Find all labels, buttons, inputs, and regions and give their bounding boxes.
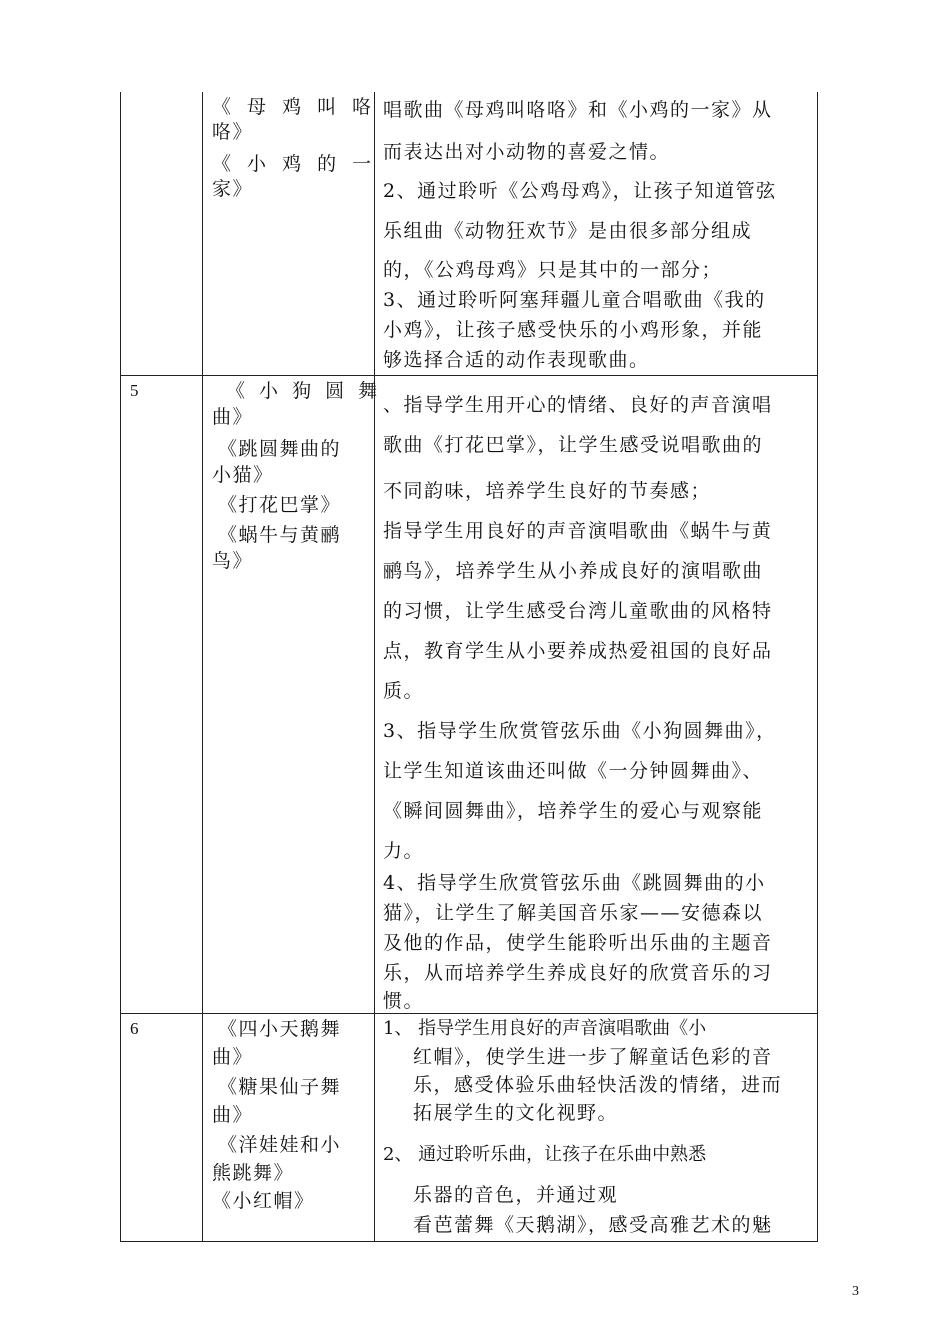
content-line: 2、通过聆听《公鸡母鸡》，让孩子知道管弦 (383, 180, 777, 202)
content-line: 够选择合适的动作表现歌曲。 (383, 349, 650, 371)
content-line: 让学生知道该曲还叫做《一分钟圆舞曲》、 (383, 760, 764, 782)
content-line: 惯。 (383, 990, 425, 1012)
song-title-line: 《蜗牛与黄鹂 (218, 524, 342, 546)
content-line: 乐，感受体验乐曲轻快活泼的情绪，进而 (413, 1074, 783, 1096)
content-line: 乐器的音色，并通过观 (413, 1184, 619, 1206)
content-line: 乐，从而培养学生养成良好的欣赏音乐的习 (383, 962, 773, 984)
song-title-line: 熊跳舞》 (212, 1162, 295, 1184)
song-title-line: 《四小天鹅舞 (218, 1018, 342, 1040)
page-number: 3 (852, 1284, 859, 1299)
content-line: 乐组曲《动物狂欢节》是由很多部分组成 (383, 220, 753, 242)
content-line: 的习惯，让学生感受台湾儿童歌曲的风格特 (383, 600, 773, 622)
song-title-line: 曲》 (212, 1104, 254, 1126)
song-title-line: 《 小 鸡 的 一 (212, 153, 377, 175)
row-number: 6 (130, 1019, 139, 1038)
song-title-line: 《小红帽》 (212, 1190, 315, 1212)
content-line: 而表达出对小动物的喜爱之情。 (383, 141, 671, 163)
song-title-line: 《跳圆舞曲的 (218, 438, 342, 460)
content-line: 2、 通过聆听乐曲，让孩子在乐曲中熟悉 (383, 1144, 707, 1165)
song-title-line: 家》 (212, 178, 254, 200)
content-line: 不同韵味，培养学生良好的节奏感； (383, 480, 712, 502)
content-line: 4、指导学生欣赏管弦乐曲《跳圆舞曲的小 (383, 872, 766, 894)
content-line: 3、指导学生欣赏管弦乐曲《小狗圆舞曲》， (383, 720, 777, 742)
content-line: 看芭蕾舞《天鹅湖》，感受高雅艺术的魅 (413, 1214, 773, 1236)
content-line: 《瞬间圆舞曲》，培养学生的爱心与观察能 (383, 800, 764, 822)
song-title-line: 《洋娃娃和小 (218, 1134, 342, 1156)
row-number: 5 (130, 381, 139, 400)
song-title-line: 曲》 (212, 1046, 254, 1068)
song-title-line: 咯》 (212, 121, 254, 143)
content-line: 及他的作品，使学生能聆听出乐曲的主题音 (383, 932, 773, 954)
song-title-line: 《糖果仙子舞 (218, 1076, 342, 1098)
song-title-line: 曲》 (212, 406, 254, 428)
content-line: 红帽》，使学生进一步了解童话色彩的音 (413, 1046, 773, 1068)
row-divider-2 (120, 1013, 818, 1014)
song-title-line: 鸟》 (212, 550, 254, 572)
content-line: 、指导学生用开心的情绪、良好的声音演唱 (383, 394, 773, 416)
row-divider-1 (120, 375, 818, 376)
content-line: 小鸡》，让孩子感受快乐的小鸡形象，并能 (383, 319, 764, 341)
content-line: 1、 指导学生用良好的声音演唱歌曲《小 (383, 1018, 707, 1039)
content-line: 歌曲《打花巴掌》，让学生感受说唱歌曲的 (383, 434, 764, 456)
song-title-line: 《打花巴掌》 (218, 494, 342, 516)
content-line: 点，教育学生从小要养成热爱祖国的良好品 (383, 640, 773, 662)
song-title-line: 《 小 狗 圆 舞 (226, 380, 382, 402)
content-line: 鹂鸟》，培养学生从小养成良好的演唱歌曲 (383, 560, 764, 582)
content-line: 力。 (383, 840, 425, 862)
column-divider-2 (374, 92, 375, 1242)
content-line: 的，《公鸡母鸡》只是其中的一部分； (383, 259, 723, 281)
content-line: 唱歌曲《母鸡叫咯咯》和《小鸡的一家》从 (383, 99, 773, 121)
column-divider-1 (202, 92, 203, 1242)
content-line: 指导学生用良好的声音演唱歌曲《蜗牛与黄 (383, 520, 773, 542)
song-title-line: 《 母 鸡 叫 咯 (212, 96, 377, 118)
content-line: 猫》，让学生了解美国音乐家——安德森以 (383, 902, 764, 924)
content-line: 拓展学生的文化视野。 (413, 1102, 619, 1124)
content-line: 质。 (383, 680, 425, 702)
content-line: 3、通过聆听阿塞拜疆儿童合唱歌曲《我的 (383, 289, 766, 311)
song-title-line: 小猫》 (212, 464, 274, 486)
